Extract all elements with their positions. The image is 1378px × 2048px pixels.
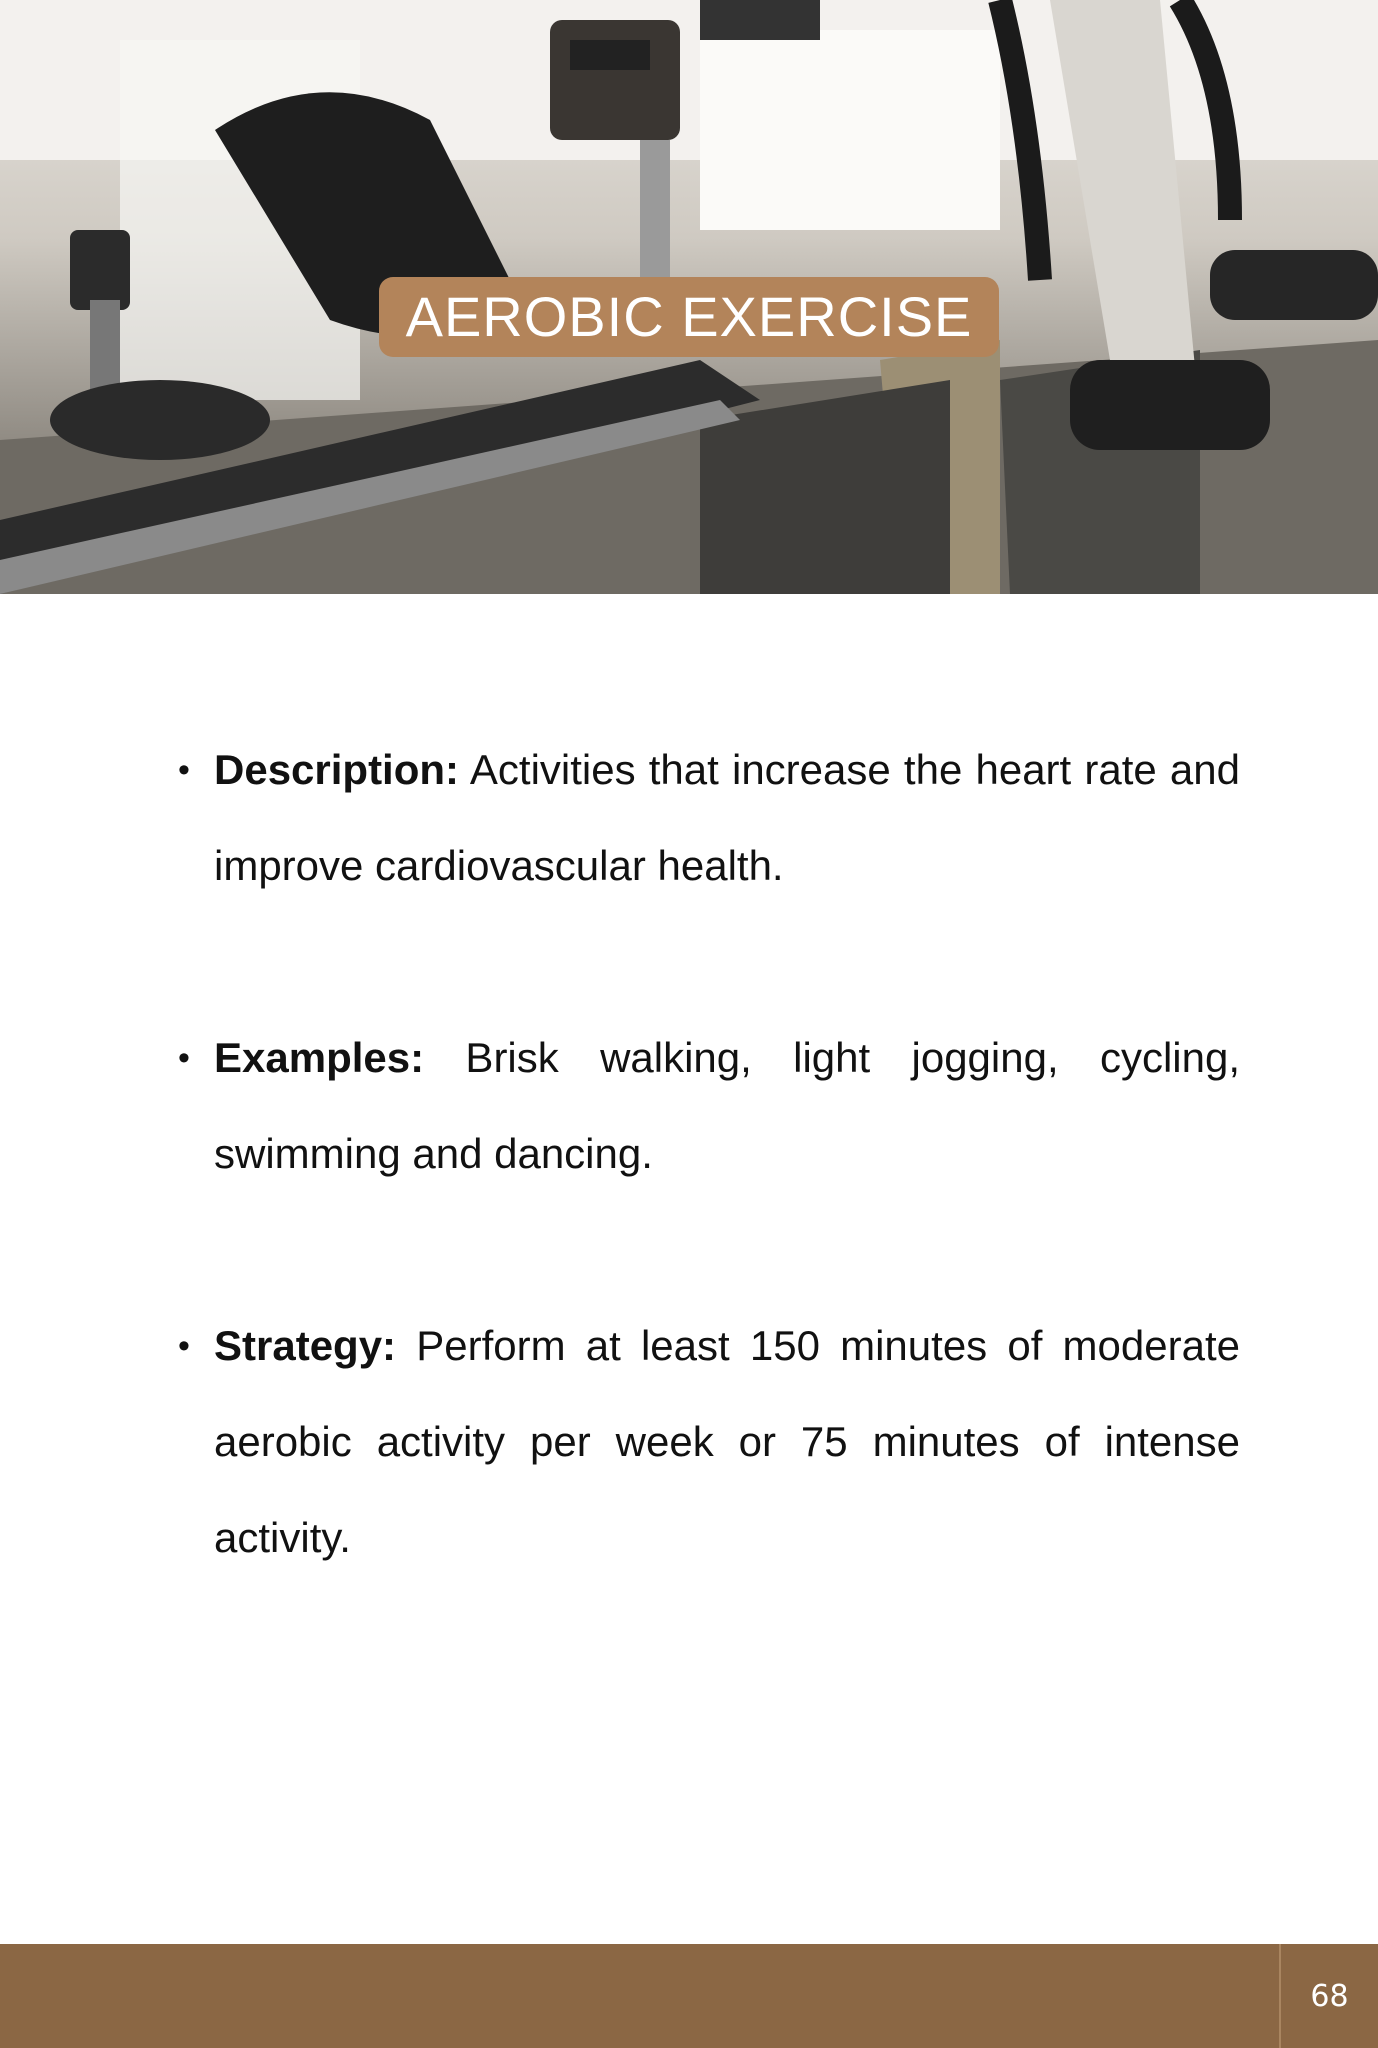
item-text: Perform at least 150 minutes of moderate aerobic activity per week or 75 minutes of intense activity. [214,1322,1240,1561]
bullet-icon: • [178,1039,190,1077]
hero-image [0,0,1378,594]
bullet-icon: • [178,1327,190,1365]
page-number-box [1279,1944,1378,2048]
bullet-icon: • [178,751,190,789]
page-number: 68 [1310,1978,1349,2014]
list-item-description [170,722,1240,914]
item-label: Examples: [214,1034,425,1081]
bullet-list [170,722,1240,1682]
item-text: Brisk walking, light jogging, cycling, swimming and dancing. [214,1034,1240,1177]
footer-bar [0,1944,1378,2048]
list-item-examples [170,1010,1240,1202]
title-badge [379,277,999,357]
item-label: Description: [214,746,460,793]
item-label: Strategy: [214,1322,397,1369]
list-item-strategy [170,1298,1240,1586]
page-title: AEROBIC EXERCISE [405,285,973,348]
item-text: Activities that increase the heart rate and improve cardiovascular health. [214,746,1240,889]
